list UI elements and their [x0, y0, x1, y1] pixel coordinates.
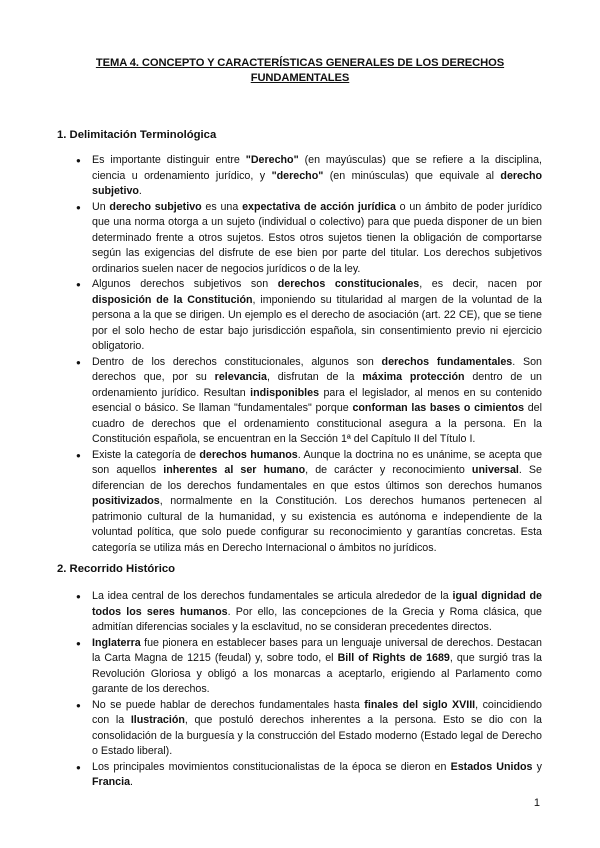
text-run: No se puede hablar de derechos fundamentales hasta — [92, 698, 365, 711]
bold-text: finales del siglo XVIII — [364, 698, 476, 711]
text-run: es una — [201, 200, 243, 213]
text-run: , imponiendo su titularidad al margen de la voluntad de la persona a la que se dirigen. Un ejemplo es el derecho de asociación (art. 22 CE), que se tiene por el solo hecho de estar bajo jurisdicción española, sin consentimiento previo ni ejercicio obligatorio. — [92, 293, 542, 352]
bold-text: derecho subjetivo — [92, 169, 542, 197]
text-run: Un — [92, 200, 110, 213]
text-run: . Se diferencian de los derechos fundamentales en que estos últimos son derechos humanos — [92, 464, 543, 492]
bold-text: universal — [471, 464, 519, 476]
bold-text: derechos fundamentales — [381, 355, 513, 368]
bold-text: Ilustración — [130, 714, 185, 726]
list-item — [76, 153, 542, 200]
bold-text: Bill of Rights de 1689 — [337, 652, 450, 664]
text-run: . — [138, 185, 142, 197]
bold-text: expectativa de acción jurídica — [242, 200, 396, 213]
text-run: , coincidiendo con la — [92, 698, 543, 726]
bold-text: igual dignidad de todos los seres humanos — [92, 590, 542, 618]
bullet-list-terminologia — [76, 153, 542, 556]
bold-text: "Derecho" — [245, 154, 299, 166]
list-item — [76, 636, 542, 698]
page-number: 1 — [533, 797, 540, 809]
text-run: y — [532, 760, 542, 773]
bold-text: derecho subjetivo — [109, 200, 202, 213]
text-run: Es importante distinguir entre — [92, 154, 246, 166]
bold-text: "derecho" — [271, 169, 324, 182]
text-run: fue pionera en establecer bases para un lenguaje universal de derechos. Destacan la Carta Magna de 1215 (feudal) y, sobre todo, el — [92, 636, 542, 664]
list-item — [76, 589, 542, 636]
text-run: , es decir, nacen por — [419, 278, 542, 290]
text-run: , normalmente en la Constitución. Los derechos humanos pertenecen al patrimonio cultural de la humanidad, y su existencia es autónoma e independiente de la voluntad política, que solo puede configurar su reconocimiento y garantías concretas. Esta categoría se utiliza más en Derecho Internacional o ámbitos no jurídicos. — [92, 495, 542, 554]
text-run: . — [130, 776, 134, 788]
bullet-list-recorrido-historico — [76, 589, 542, 791]
bold-text: relevancia — [214, 371, 267, 383]
bold-text: inherentes al ser humano — [163, 464, 306, 476]
list-item — [76, 698, 542, 760]
section-heading-recorrido-historico: 2. Recorrido Histórico — [57, 563, 176, 575]
bold-text: positivizados — [92, 495, 160, 507]
bold-text: máxima protección — [362, 371, 465, 383]
document-title: TEMA 4. CONCEPTO Y CARACTERÍSTICAS GENERALES DE LOS DERECHOS FUNDAMENTALES — [95, 57, 505, 84]
text-run: o un ámbito de poder jurídico que una norma otorga a un sujeto (individual o colectivo) para que pueda disponer de un bien determinado frente a otros sujetos. Estos otros sujetos tienen la obligación de comportarse según las exigencias del disfrute de ese bien por parte del titular. Los derechos subjetivos ordinarios suelen nacer de negocios jurídicos o de la ley. — [92, 200, 542, 275]
list-item — [76, 760, 542, 791]
text-run: Dentro de los derechos constitucionales, algunos son — [92, 355, 382, 368]
bold-text: derechos humanos — [199, 448, 298, 461]
text-run: . Por ello, las concepciones de la Grecia y Roma clásica, que admitían diferencias sociales y la esclavitud, no se consideran precedentes directos. — [92, 605, 542, 633]
text-run: dentro de un ordenamiento jurídico. Resultan — [92, 371, 542, 399]
text-run: Los principales movimientos constitucionalistas de la época se dieron en — [92, 760, 451, 773]
text-run: . Aunque la doctrina no es unánime, se acepta que son aquellos — [92, 448, 543, 476]
bold-text: Francia — [92, 776, 131, 788]
text-run: Existe la categoría de — [92, 448, 200, 461]
text-run: , de carácter y reconocimiento — [305, 464, 472, 476]
text-run: para el legislador, al menos en su contenido esencial o básico. Se llaman "fundamentales" porque — [92, 386, 542, 414]
bold-text: derechos constitucionales — [277, 278, 420, 290]
text-run: , que postuló derechos inherentes a la persona. Esto se dio con la consolidación de la burguesía y la construcción del Estado moderno (Estado legal de Derecho o Estado liberal). — [92, 714, 542, 757]
text-run: . Son derechos que, por su — [92, 355, 542, 383]
text-run: , que surgió tras la Revolución Gloriosa y obligó a los monarcas a aceptarlo, erigiendo al Parlamento como garante de los derechos. — [92, 652, 542, 695]
list-item — [76, 200, 542, 278]
text-run: (en mayúsculas) que se refiere a la disciplina, ciencia u ordenamiento jurídico, y — [92, 154, 542, 182]
bold-text: indisponibles — [250, 386, 320, 399]
bold-text: Estados Unidos — [450, 760, 533, 773]
list-item — [76, 448, 542, 557]
text-run: La idea central de los derechos fundamentales se articula alrededor de la — [92, 590, 453, 602]
text-run: Algunos derechos subjetivos son — [92, 278, 278, 290]
bold-text: Inglaterra — [92, 636, 141, 649]
text-run: del cuadro de derechos que el ordenamiento constitucional asegura a la persona. En la Constitución española, se encuentran en la Sección 1ª del Capítulo II del Título I. — [92, 402, 542, 445]
list-item — [76, 277, 542, 355]
text-run: , disfrutan de la — [266, 371, 363, 383]
bold-text: disposición de la Constitución — [92, 293, 253, 306]
section-heading-terminologia: 1. Delimitación Terminológica — [57, 129, 217, 141]
list-item — [76, 355, 542, 448]
text-run: (en minúsculas) que equivale al — [323, 169, 501, 182]
bold-text: conforman las bases o cimientos — [352, 402, 525, 414]
